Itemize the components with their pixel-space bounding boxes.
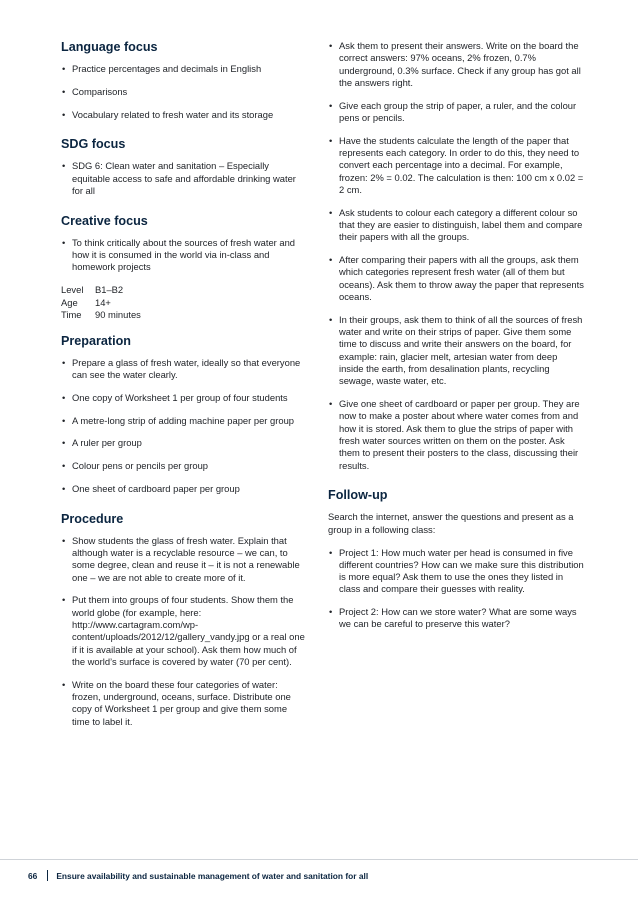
list-item: • Colour pens or pencils per group bbox=[61, 460, 307, 472]
procedure-list bbox=[61, 535, 307, 728]
list-item: • A metre-long strip of adding machine paper per group bbox=[61, 415, 307, 427]
list-item: • SDG 6: Clean water and sanitation – Especially equitable access to safe and affordable drinking water for all bbox=[61, 160, 307, 197]
page-footer bbox=[28, 870, 368, 881]
list-item: • Have the students calculate the length of the paper that represents each category. In order to do this, they need to convert each percentage into a decimal. For example, frozen: 2% = 0.02. The calculation is then: 100 cm x 0.02 = 2 cm. bbox=[328, 135, 584, 196]
list-item: • Project 2: How can we store water? What are some ways we can be careful to preserve this water? bbox=[328, 606, 584, 631]
creative-focus-heading: Creative focus bbox=[61, 213, 148, 228]
list-item: • To think critically about the sources of fresh water and how it is consumed in the world via in-class and homework projects bbox=[61, 237, 307, 274]
list-item: • A ruler per group bbox=[61, 437, 307, 449]
list-item: • Prepare a glass of fresh water, ideally so that everyone can see the water clearly. bbox=[61, 357, 307, 382]
list-item: • After comparing their papers with all the groups, ask them which categories represent fresh water (all of them but oceans). Ask them to throw away the paper that represents oceans. bbox=[328, 254, 584, 303]
follow-up-heading: Follow-up bbox=[328, 488, 388, 503]
language-focus-section bbox=[61, 40, 307, 121]
language-focus-list bbox=[61, 63, 307, 121]
follow-up-intro: Search the internet, answer the questions and present as a group in a following class: bbox=[328, 511, 574, 535]
list-item: • Put them into groups of four students. Show them the world globe (for example, here: http://www.cartagram.com/wp-content/uploads/2012/12/gallery_vandy.jpg or a real one if it is available at your school). Ask them how much of the world’s surface is covered by water (70 per cent). bbox=[61, 594, 307, 668]
level-value: B1–B2 bbox=[95, 284, 124, 296]
footer-divider bbox=[47, 870, 48, 881]
language-focus-heading: Language focus bbox=[61, 40, 158, 54]
creative-focus-section bbox=[61, 214, 307, 274]
procedure-heading: Procedure bbox=[61, 511, 124, 526]
list-item: • Project 1: How much water per head is consumed in five different countries? How can we make sure this distribution is more equal? Ask them to use the ones they listed in class and compare their guesses with reality. bbox=[328, 547, 584, 596]
age-label: Age bbox=[61, 296, 78, 308]
lesson-meta bbox=[61, 284, 307, 322]
preparation-heading: Preparation bbox=[61, 333, 131, 348]
follow-up-section bbox=[328, 488, 584, 630]
procedure-continued-list bbox=[328, 40, 584, 472]
list-item: • Give each group the strip of paper, a ruler, and the colour pens or pencils. bbox=[328, 100, 584, 125]
follow-up-list bbox=[328, 547, 584, 631]
footer-rule bbox=[0, 859, 638, 860]
page-number: 66 bbox=[28, 870, 38, 881]
list-item: • Write on the board these four categories of water: frozen, underground, oceans, surface. Distribute one copy of Worksheet 1 per group and give them some time to label it. bbox=[61, 679, 307, 728]
list-item: • In their groups, ask them to think of all the sources of fresh water and write on their strips of paper. Give them some time to discuss and write their answers on the board, for example: rain, glacier melt, artesian water from deep inside the earth, from desalination plants, recycling sewage, waste water, etc. bbox=[328, 314, 584, 388]
list-item: • Show students the glass of fresh water. Explain that although water is a recyclable resource – we can, to some degree, clean and reuse it – it is not a renewable one – we are not able to create more of it. bbox=[61, 535, 307, 584]
sdg-focus-list bbox=[61, 160, 307, 197]
footer-text: Ensure availability and sustainable management of water and sanitation for all bbox=[56, 870, 369, 881]
left-column bbox=[61, 40, 307, 738]
age-value: 14+ bbox=[95, 296, 111, 308]
list-item: • Give one sheet of cardboard or paper per group. They are now to make a poster about where water comes from and how it is stored. Ask them to glue the strips of paper with fresh water sources written on them on the poster. Ask them to present their posters to the class, discussing their results. bbox=[328, 398, 584, 472]
procedure-section bbox=[61, 512, 307, 728]
right-column bbox=[328, 40, 584, 641]
list-item: • Comparisons bbox=[61, 86, 307, 98]
sdg-focus-heading: SDG focus bbox=[61, 137, 126, 152]
creative-focus-list bbox=[61, 237, 307, 274]
list-item: • Practice percentages and decimals in English bbox=[61, 63, 307, 75]
preparation-section bbox=[61, 334, 307, 496]
list-item: • One sheet of cardboard paper per group bbox=[61, 483, 307, 495]
list-item: • One copy of Worksheet 1 per group of four students bbox=[61, 392, 307, 404]
time-label: Time bbox=[61, 309, 82, 321]
list-item: • Vocabulary related to fresh water and its storage bbox=[61, 109, 307, 121]
level-label: Level bbox=[61, 284, 84, 296]
list-item: • Ask them to present their answers. Write on the board the correct answers: 97% oceans, 2% frozen, 0.7% underground, 0.3% surface. Check if any group has got all the answers right. bbox=[328, 40, 584, 89]
list-item: • Ask students to colour each category a different colour so that they are easier to distinguish, label them and compare their papers with all the groups. bbox=[328, 207, 584, 244]
preparation-list bbox=[61, 357, 307, 496]
sdg-focus-section bbox=[61, 137, 307, 197]
time-value: 90 minutes bbox=[95, 309, 141, 321]
